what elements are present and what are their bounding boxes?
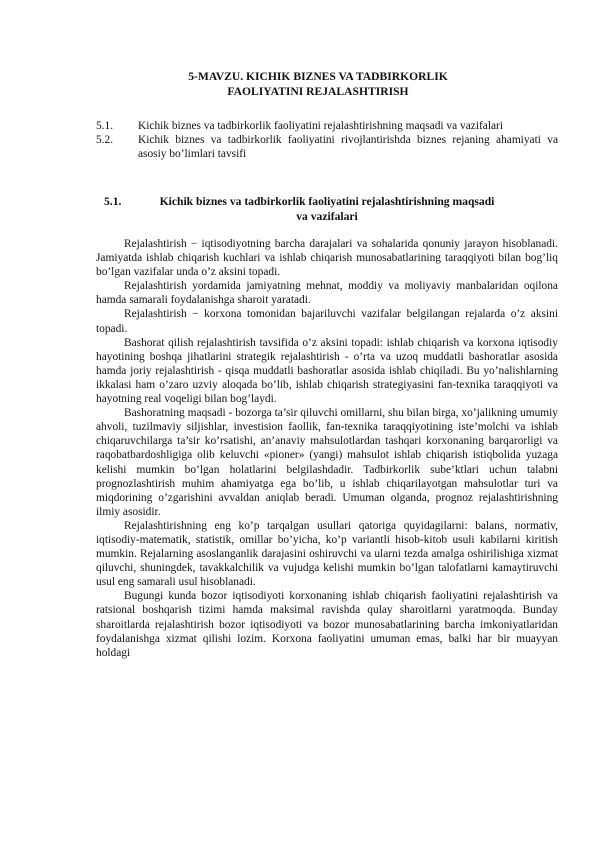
toc-item-text: Kichik biznes va tadbirkorlik faoliyatini rivojlantirishda biznes rejaning ahamiyati va asosiy bo’limlari tavsifi: [138, 134, 558, 161]
toc-item-number: 5.2.: [96, 134, 114, 147]
paragraph: Bugungi kunda bozor iqtisodiyoti korxonaning ishlab chiqarish faoliyatini rejalashtirish va ratsional boshqarish tizimi hamda maksimal ravishda qulay sharoitlarni yaratmoqda. Bunday sharoitlarda rejalashtirish bozor iqtisodiyoti va bozor munosabatlarining barcha imkoniyatlaridan foydalanishga xizmat qilishi lozim. Korxona faoliyatini umuman emas, balki har bir muayyan holdagi: [96, 590, 558, 659]
document-title: [80, 69, 556, 99]
title-line-2: FAOLIYATINI REJALASHTIRISH: [227, 85, 409, 98]
paragraph: Bashoratning maqsadi - bozorga ta’sir qiluvchi omillarni, shu bilan birga, xo’jalikning umumiy ahvoli, tuzilmaviy siljishlar, investision faollik, fan-texnika taraqqiyotining iste’molchi va ishlab chiqaruvchilarga ta’sir ko’rsatishi, an’anaviy mahsulotlardan tashqari korxonaning barqarorligi va raqobatbardoshligiga olib keluvchi «pioner» (yangi) mahsulot ishlab chiqarish istiqbolida yuzaga kelishi mumkin bo’lgan holatlarini belgilashdadir. Tadbirkorlik sube’ktlari uchun talabni prognozlashtirish muhim ahamiyatga ega bo’lib, u ishlab chiqarilayotgan mahsulotlar turi va miqdorining o’zgarishini avvaldan aniqlab beradi. Umuman olganda, prognoz rejalashtirishning ilmiy asosidir.: [96, 407, 558, 518]
section-title-line-2: va vazifalari: [296, 209, 358, 223]
toc-item-text: Kichik biznes va tadbirkorlik faoliyatini rejalashtirishning maqsadi va vazifalari: [138, 120, 504, 132]
toc-item-number: 5.1.: [96, 120, 114, 132]
paragraph: Rejalashtirish − iqtisodiyotning barcha darajalari va sohalarida qonuniy jarayon hisoblanadi. Jamiyatda ishlab chiqarish kuchlari va ishlab chiqarish munosabatlarining taraqqiyoti bilan bog’liq bo’lgan vazifalar unda o’z aksini topadi.: [96, 238, 558, 279]
section-heading: [96, 195, 558, 224]
title-line-1: 5-MAVZU. KICHIK BIZNES VA TADBIRKORLIK: [188, 70, 448, 83]
toc-item-1: [96, 119, 558, 133]
table-of-contents: [96, 119, 558, 161]
toc-item-2: [96, 133, 558, 161]
paragraph: Rejalashtirishning eng ko’p tarqalgan usullari qatoriga quyidagilarni: balans, normativ, iqtisodiy-matematik, statistik, omillar bo’yicha, ko’p variantli hisob-kitob usuli kabilarni kiritish mumkin. Rejalarning asoslanganlik darajasini oshiruvchi va ularni tezda amalga oshirilishiga xizmat qiluvchi, shuningdek, tavakkalchilik va vujudga kelishi mumkin bo’lgan talofatlarni kamaytiruvchi usul eng samarali usul hisoblanadi.: [96, 519, 558, 589]
section-number: 5.1.: [104, 195, 122, 208]
paragraph: Rejalashtirish yordamida jamiyatning mehnat, moddiy va moliyaviy manbalaridan oqilona hamda samarali foydalanishga sharoit yaratadi.: [96, 280, 558, 307]
body-text: [96, 237, 558, 660]
section-title-line-1: Kichik biznes va tadbirkorlik faoliyatini rejalashtirishning maqsadi: [159, 195, 495, 208]
paragraph: Bashorat qilish rejalashtirish tavsifida o’z aksini topadi: ishlab chiqarish va korxona iqtisodiy hayotining boshqa jihatlarini strategik rejalashtirish - o’rta va uzoq muddatli bashoratlar asosida hamda joriy rejalashtirish - qisqa muddatli bashoratlar asosida ishlab chiqiladi. Bu yo’nalishlarning ikkalasi ham o’zaro uzviy aloqada bo’lib, ishlab chiqarish strategiyasini fan-texnika taraqqiyoti va hayotning real voqeligi bilan bog’laydi.: [96, 336, 558, 406]
paragraph: Rejalashtirish − korxona tomonidan bajariluvchi vazifalar belgilangan rejalarda o’z aksini topadi.: [96, 308, 558, 335]
